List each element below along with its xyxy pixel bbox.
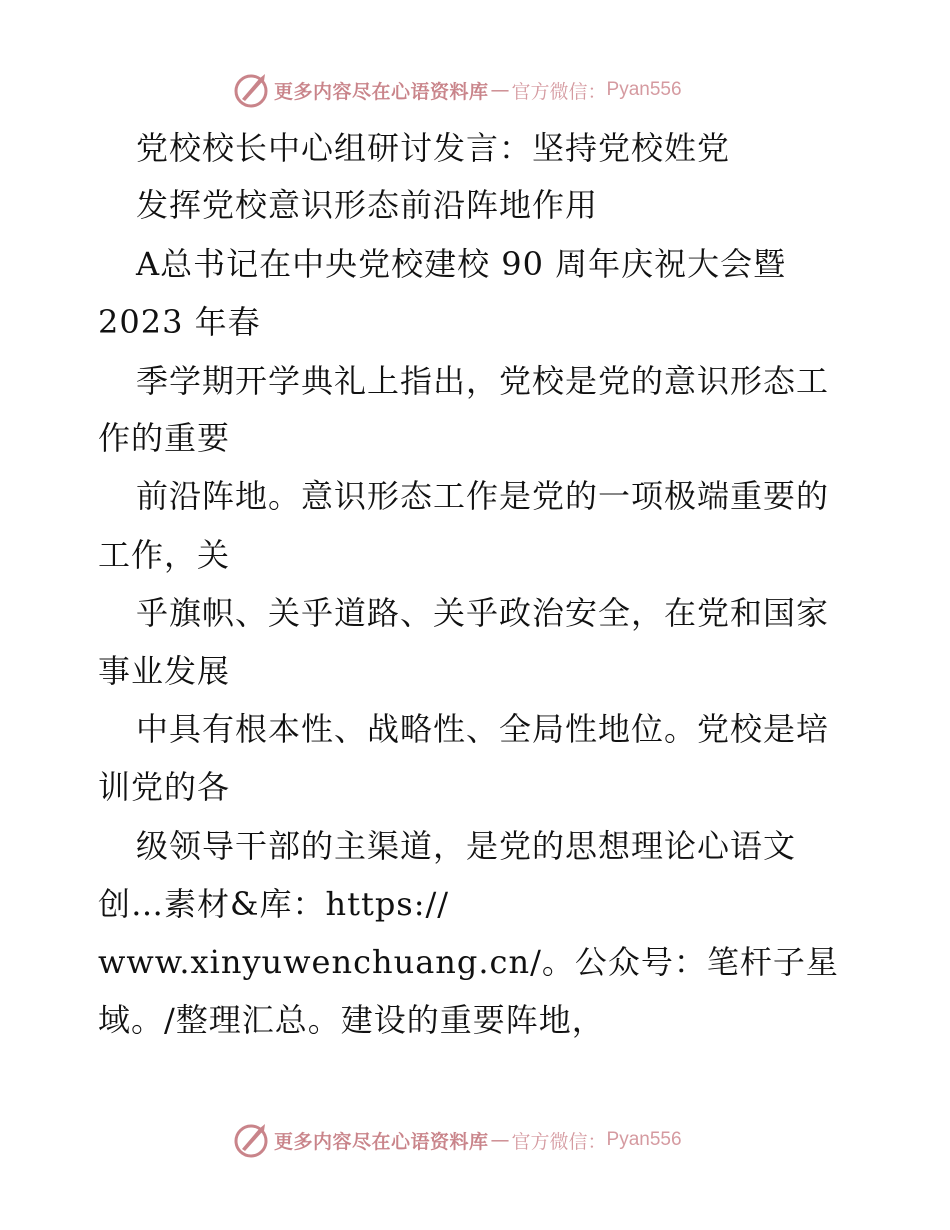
body-line: 前沿阵地。意识形态工作是党的一项极端重要的 [136, 477, 830, 515]
doc-title-line-2: 发挥党校意识形态前沿阵地作用 [136, 186, 599, 224]
body-line: 乎旗帜、关乎道路、关乎政治安全，在党和国家 [136, 594, 830, 632]
body-line: 训党的各 [98, 768, 231, 806]
body-line: 级领导干部的主渠道，是党的思想理论心语文 [136, 827, 797, 865]
body-line: 作的重要 [98, 419, 231, 457]
body-line: 2023 年春 [98, 303, 261, 341]
banner-wechat-id: Pyan556 [606, 1129, 682, 1150]
body-line: 事业发展 [98, 652, 231, 690]
banner-wechat-id: Pyan556 [606, 79, 682, 100]
banner-sub-text: 官方微信： [511, 80, 607, 103]
body-line: 创…素材&库：https:// [98, 885, 450, 923]
quill-logo-icon [232, 1121, 270, 1159]
body-line: A总书记在中央党校建校 90 周年庆祝大会暨 [136, 245, 787, 283]
body-line: 季学期开学典礼上指出，党校是党的意识形态工 [136, 362, 830, 400]
banner-main-text: 更多内容尽在心语资料库 [274, 1130, 489, 1153]
banner-main-text: 更多内容尽在心语资料库 [274, 80, 489, 103]
quill-logo-icon [232, 71, 270, 109]
banner-separator: — [490, 79, 510, 101]
banner-separator: — [490, 1129, 510, 1151]
body-line: 中具有根本性、战略性、全局性地位。党校是培 [136, 710, 830, 748]
banner-sub-text: 官方微信： [511, 1130, 607, 1153]
body-line: 域。/整理汇总。建设的重要阵地， [98, 1001, 605, 1039]
doc-title-line-1: 党校校长中心组研讨发言：坚持党校姓党 [136, 129, 731, 167]
header-banner [232, 70, 682, 110]
footer-banner [232, 1120, 682, 1160]
body-line: 工作，关 [98, 536, 231, 574]
body-line: www.xinyuwenchuang.cn/。公众号：笔杆子星 [98, 943, 839, 981]
